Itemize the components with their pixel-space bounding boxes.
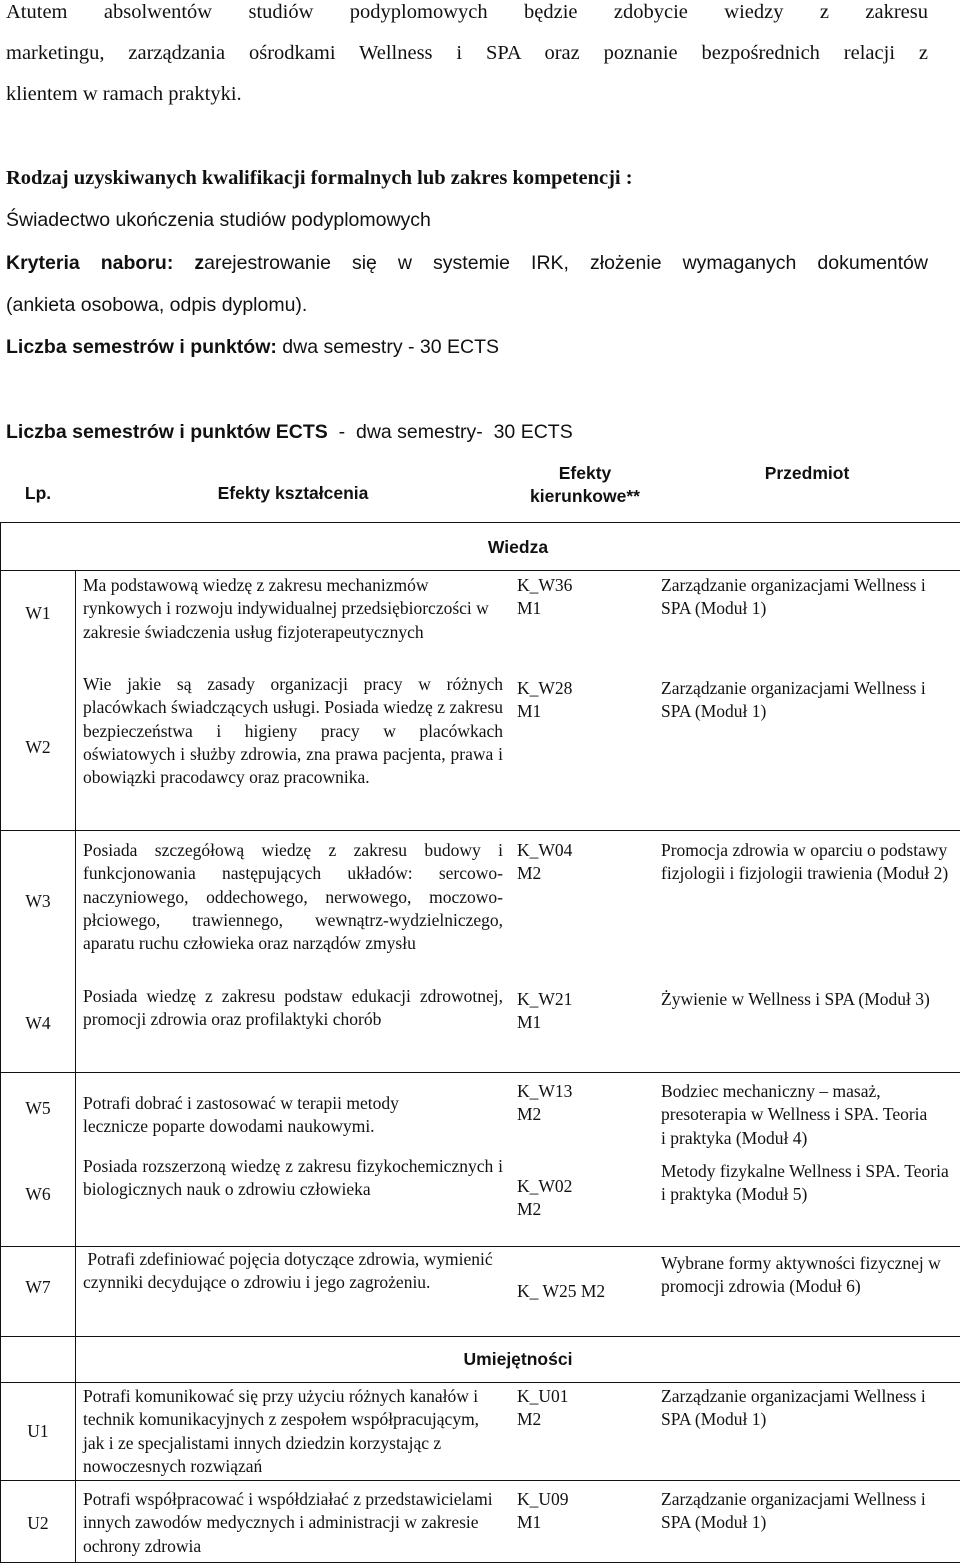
criteria-text: arejestrowanie się w systemie IRK, złożenie wymaganych dokumentów (204, 252, 928, 274)
row-subject-u2: Zarządzanie organizacjami Wellness i SPA (Moduł 1) (661, 1489, 926, 1533)
row-mod-w5: M2 (517, 1104, 542, 1124)
row-subject-u1: Zarządzanie organizacjami Wellness i SPA (Moduł 1) (661, 1386, 926, 1430)
row-subject-w3: Promocja zdrowia w oparciu o podstawy fizjologii i fizjologii trawienia (Moduł 2) (661, 840, 949, 884)
row-mod-w3: M2 (517, 863, 542, 883)
row-eff-w1: K_W36 (517, 575, 573, 595)
intro-line-3: klientem w ramach praktyki. (6, 83, 242, 105)
row-desc-w6: Posiada rozszerzoną wiedzę z zakresu fizykochemicznych i biologicznych nauk o zdrowiu człowieka (83, 1156, 503, 1200)
row-desc-u1: Potrafi komunikować się przy użyciu różnych kanałów i technik komunikacyjnych z zespołem współpracującym, jak i ze specjalistami innych dziedzin korzystając z nowoczesnych rozwiązań (83, 1386, 480, 1476)
row-lp-w1: W1 (25, 603, 51, 623)
row-mod-w6: M2 (517, 1199, 542, 1219)
row-lp-u1: U1 (27, 1421, 49, 1441)
row-mod-w1: M1 (517, 598, 542, 618)
row-eff-w7: K_ W25 M2 (517, 1281, 606, 1301)
table-line-1 (0, 522, 960, 523)
row-desc-w2: Wie jakie są zasady organizacji pracy w różnych placówkach świadczących usługi. Posiada wiedzę z zakresu bezpieczeństwa i higieny pracy w placówkach oświatowych i służby zdrowia, zna prawa pacjenta, prawa i obowiązki pracodawcy oraz pracownika. (83, 674, 503, 788)
row-lp-w5: W5 (25, 1098, 51, 1118)
row-eff-w5: K_W13 (517, 1081, 573, 1101)
row-lp-u2: U2 (27, 1513, 49, 1533)
section-skills: Umiejętności (463, 1349, 573, 1369)
row-subject-w5: Bodziec mechaniczny – masaż, presoterapia w Wellness i SPA. Teoria i praktyka (Moduł 4) (661, 1081, 928, 1148)
row-eff-w6: K_W02 (517, 1176, 573, 1196)
row-eff-w3: K_W04 (517, 840, 573, 860)
row-subject-w6: Metody fizykalne Wellness i SPA. Teoria i praktyka (Moduł 5) (661, 1161, 949, 1205)
header-lp: Lp. (24, 483, 52, 503)
row-subject-w1: Zarządzanie organizacjami Wellness i SPA (Moduł 1) (661, 575, 926, 619)
criteria-line-1 (6, 243, 928, 284)
row-desc-u2: Potrafi współpracować i współdziałać z przedstawicielami innych zawodów medycznych i administracji w zakresie ochrony zdrowia (83, 1489, 493, 1556)
header-outcomes: Efekty kształcenia (217, 483, 369, 503)
header-directional-1: Efekty (558, 463, 612, 483)
table-line-2 (0, 570, 960, 571)
semesters-value: dwa semestry - 30 ECTS (282, 336, 500, 358)
table-line-7 (0, 1382, 960, 1383)
semesters-line (6, 327, 928, 368)
row-eff-w4: K_W21 (517, 989, 573, 1009)
table-line-5 (0, 1246, 960, 1247)
row-eff-w2: K_W28 (517, 678, 573, 698)
row-desc-w3: Posiada szczegółową wiedzę z zakresu budowy i funkcjonowania następujących układów: sercowo-naczyniowego, oddechowego, nerwowego, moczowo-płciowego, trawiennego, wewnątrz-wydzielniczego, aparatu ruchu człowieka oraz narządów zmysłu (83, 840, 503, 954)
header-directional-2: kierunkowe** (530, 486, 640, 506)
row-desc-w7: Potrafi zdefiniować pojęcia dotyczące zdrowia, wymienić czynniki decydujące o zdrowiu i jego zagrożeniu. (83, 1249, 497, 1293)
section-knowledge: Wiedza (487, 537, 549, 557)
row-lp-w2: W2 (25, 737, 51, 757)
semesters-ects-line (6, 412, 928, 453)
semesters-ects-value: - dwa semestry- 30 ECTS (327, 421, 573, 443)
row-mod-w4: M1 (517, 1012, 542, 1032)
row-mod-u1: M2 (517, 1409, 542, 1429)
table-left-border (0, 522, 1, 1563)
qualifications-heading: Rodzaj uzyskiwanych kwalifikacji formalnych lub zakres kompetencji : (6, 167, 633, 189)
table-line-4 (0, 1072, 960, 1073)
header-subject: Przedmiot (764, 463, 850, 483)
row-lp-w3: W3 (25, 891, 51, 911)
row-lp-w7: W7 (25, 1277, 51, 1297)
row-desc-w1: Ma podstawową wiedzę z zakresu mechanizmów rynkowych i rozwoju indywidualnej przedsiębiorczości w zakresie świadczenia usług fizjoterapeutycznych (83, 575, 489, 642)
intro-line-1: Atutem absolwentów studiów podyplomowych będzie zdobycie wiedzy z zakresu (6, 1, 928, 23)
row-subject-w7: Wybrane formy aktywności fizycznej w promocji zdrowia (Moduł 6) (661, 1253, 941, 1297)
table-line-8 (0, 1480, 960, 1481)
row-mod-w2: M1 (517, 701, 542, 721)
criteria-first-letter: z (194, 252, 205, 274)
criteria-line-2: (ankieta osobowa, odpis dyplomu). (6, 294, 308, 316)
row-eff-u2: K_U09 (517, 1489, 569, 1509)
criteria-label: Kryteria naboru: (6, 252, 195, 274)
qualifications-value: Świadectwo ukończenia studiów podyplomowych (6, 209, 431, 231)
intro-line-2: marketingu, zarządzania ośrodkami Wellness i SPA oraz poznanie bezpośrednich relacji z (6, 42, 928, 64)
semesters-ects-label: Liczba semestrów i punktów ECTS (6, 421, 328, 443)
row-lp-w6: W6 (25, 1184, 51, 1204)
row-desc-w5: Potrafi dobrać i zastosować w terapii metody lecznicze poparte dowodami naukowymi. (83, 1093, 399, 1137)
row-lp-w4: W4 (25, 1013, 51, 1033)
row-eff-u1: K_U01 (517, 1386, 569, 1406)
semesters-label: Liczba semestrów i punktów: (6, 336, 283, 358)
row-mod-u2: M1 (517, 1512, 542, 1532)
table-line-3 (0, 830, 960, 831)
table-line-6 (0, 1336, 960, 1337)
table-lp-divider (75, 570, 76, 1563)
row-desc-w4: Posiada wiedzę z zakresu podstaw edukacji zdrowotnej, promocji zdrowia oraz profilaktyki chorób (83, 986, 503, 1030)
row-subject-w4: Żywienie w Wellness i SPA (Moduł 3) (661, 989, 930, 1009)
row-subject-w2: Zarządzanie organizacjami Wellness i SPA (Moduł 1) (661, 678, 926, 722)
